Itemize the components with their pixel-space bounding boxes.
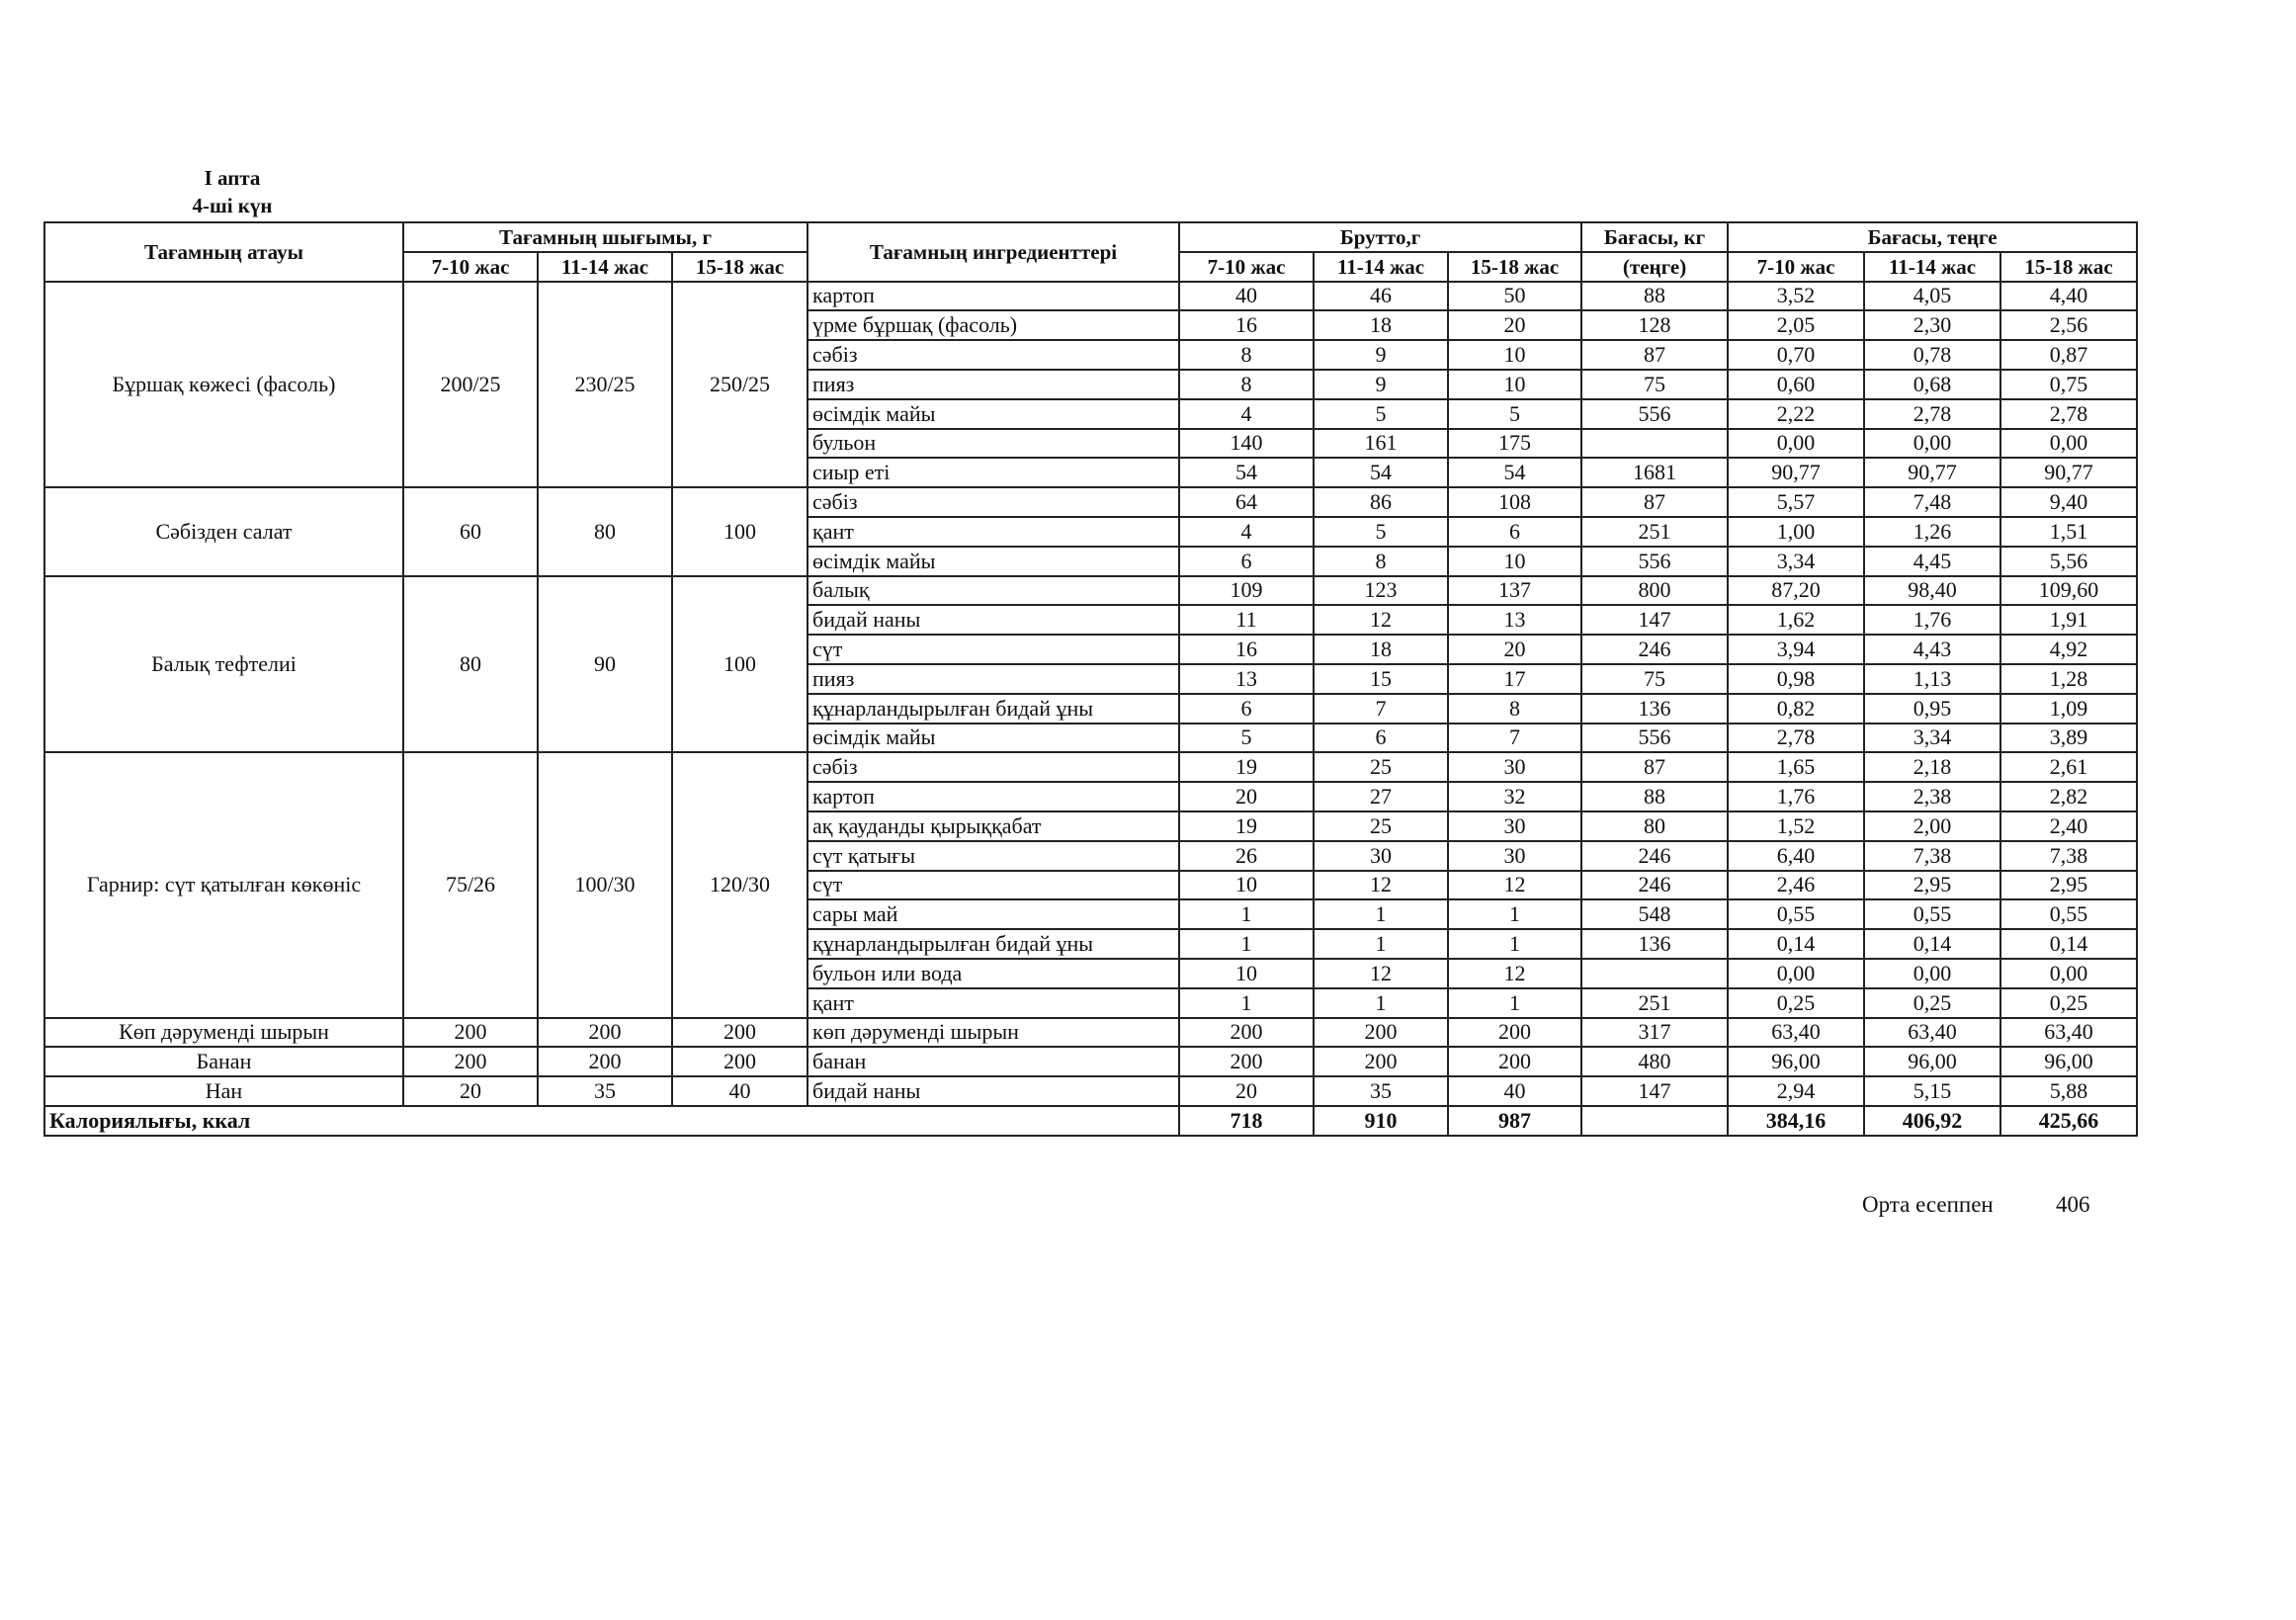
brutto-value: 10 [1448,547,1581,576]
price-value: 7,38 [2000,841,2137,871]
dish-name: Банан [44,1047,403,1076]
price-value: 1,62 [1728,605,1864,635]
price-value: 3,52 [1728,282,1864,311]
ingredient-name: құнарландырылған бидай ұны [808,929,1179,959]
brutto-value: 5 [1179,724,1314,753]
ingredient-name: өсімдік майы [808,399,1179,429]
dish-yield: 200 [672,1047,808,1076]
price-per-kg: 136 [1581,929,1728,959]
brutto-value: 10 [1448,370,1581,399]
dish-yield: 120/30 [672,752,808,1017]
total-brutto: 718 [1179,1106,1314,1136]
dish-name: Балық тефтелиі [44,576,403,753]
ingredient-name: сүт [808,871,1179,900]
price-value: 1,13 [1864,664,2000,694]
total-price: 406,92 [1864,1106,2000,1136]
brutto-value: 200 [1448,1047,1581,1076]
ingredient-name: пияз [808,370,1179,399]
brutto-value: 46 [1314,282,1448,311]
brutto-value: 20 [1179,1076,1314,1106]
brutto-value: 1 [1179,929,1314,959]
price-value: 5,57 [1728,487,1864,517]
brutto-value: 40 [1448,1076,1581,1106]
dish-name: Нан [44,1076,403,1106]
header-row-1 [44,222,2137,252]
ingredient-name: бидай наны [808,605,1179,635]
dish-yield: 100 [672,487,808,575]
price-value: 63,40 [1728,1018,1864,1048]
brutto-value: 12 [1314,605,1448,635]
ingredient-name: сиыр еті [808,458,1179,487]
price-value: 0,00 [1728,959,1864,988]
price-per-kg: 556 [1581,547,1728,576]
dish-yield: 100 [672,576,808,753]
brutto-value: 4 [1179,399,1314,429]
price-per-kg: 147 [1581,605,1728,635]
header-price-kg: Бағасы, кг [1581,222,1728,252]
price-value: 96,00 [1728,1047,1864,1076]
ingredient-name: бульон или вода [808,959,1179,988]
price-value: 90,77 [1864,458,2000,487]
price-value: 0,55 [1864,899,2000,929]
price-per-kg: 136 [1581,694,1728,724]
price-value: 1,28 [2000,664,2137,694]
price-value: 0,00 [2000,429,2137,459]
price-value: 2,46 [1728,871,1864,900]
week-heading: I апта [204,166,261,190]
ingredient-name: сәбіз [808,487,1179,517]
price-per-kg: 556 [1581,399,1728,429]
price-value: 2,22 [1728,399,1864,429]
price-value: 98,40 [1864,576,2000,606]
price-value: 2,78 [2000,399,2137,429]
header-age-group: 15-18 жас [672,252,808,282]
brutto-value: 5 [1448,399,1581,429]
price-value: 0,82 [1728,694,1864,724]
table-row [44,1018,2137,1048]
price-value: 5,88 [2000,1076,2137,1106]
price-value: 7,38 [1864,841,2000,871]
price-value: 63,40 [1864,1018,2000,1048]
ingredient-name: көп дәруменді шырын [808,1018,1179,1048]
total-brutto: 910 [1314,1106,1448,1136]
price-value: 3,89 [2000,724,2137,753]
ingredient-name: сары май [808,899,1179,929]
brutto-value: 1 [1314,929,1448,959]
day-heading: 4-ші күн [192,194,273,217]
price-value: 2,40 [2000,811,2137,841]
price-value: 2,94 [1728,1076,1864,1106]
header-age-group: 15-18 жас [2000,252,2137,282]
price-value: 90,77 [2000,458,2137,487]
brutto-value: 1 [1179,899,1314,929]
brutto-value: 86 [1314,487,1448,517]
brutto-value: 6 [1314,724,1448,753]
brutto-value: 200 [1179,1047,1314,1076]
dish-yield: 200 [403,1047,538,1076]
brutto-value: 16 [1179,310,1314,340]
header-age-group: 11-14 жас [1314,252,1448,282]
brutto-value: 5 [1314,517,1448,547]
price-per-kg: 251 [1581,988,1728,1018]
price-value: 2,78 [1728,724,1864,753]
price-value: 2,95 [2000,871,2137,900]
ingredient-name: үрме бұршақ (фасоль) [808,310,1179,340]
dish-yield: 20 [403,1076,538,1106]
price-value: 3,34 [1728,547,1864,576]
ingredient-name: банан [808,1047,1179,1076]
total-brutto: 987 [1448,1106,1581,1136]
ingredient-name: қант [808,517,1179,547]
brutto-value: 15 [1314,664,1448,694]
total-price-kg-empty [1581,1106,1728,1136]
dish-yield: 80 [538,487,672,575]
price-value: 3,94 [1728,635,1864,664]
price-value: 1,51 [2000,517,2137,547]
brutto-value: 11 [1179,605,1314,635]
price-value: 2,30 [1864,310,2000,340]
price-value: 63,40 [2000,1018,2137,1048]
brutto-value: 108 [1448,487,1581,517]
price-value: 2,38 [1864,782,2000,811]
price-value: 0,78 [1864,340,2000,370]
header-dish-name: Тағамның атауы [44,222,403,282]
brutto-value: 161 [1314,429,1448,459]
brutto-value: 1 [1448,988,1581,1018]
price-value: 1,09 [2000,694,2137,724]
price-value: 0,98 [1728,664,1864,694]
price-value: 2,82 [2000,782,2137,811]
brutto-value: 200 [1448,1018,1581,1048]
price-value: 2,61 [2000,752,2137,782]
ingredient-name: өсімдік майы [808,724,1179,753]
price-per-kg: 251 [1581,517,1728,547]
brutto-value: 30 [1448,841,1581,871]
price-per-kg: 480 [1581,1047,1728,1076]
brutto-value: 200 [1314,1018,1448,1048]
price-per-kg: 556 [1581,724,1728,753]
price-per-kg [1581,959,1728,988]
ingredient-name: ақ қауданды қырыққабат [808,811,1179,841]
price-value: 0,25 [1728,988,1864,1018]
dish-yield: 230/25 [538,282,672,488]
ingredient-name: картоп [808,282,1179,311]
dish-name: Бұршақ көжесі (фасоль) [44,282,403,488]
brutto-value: 140 [1179,429,1314,459]
brutto-value: 1 [1179,988,1314,1018]
brutto-value: 7 [1314,694,1448,724]
price-value: 2,00 [1864,811,2000,841]
brutto-value: 8 [1179,370,1314,399]
table-row [44,282,2137,311]
price-value: 0,75 [2000,370,2137,399]
brutto-value: 175 [1448,429,1581,459]
brutto-value: 12 [1448,871,1581,900]
brutto-value: 19 [1179,811,1314,841]
price-value: 1,76 [1728,782,1864,811]
price-value: 4,05 [1864,282,2000,311]
price-value: 96,00 [2000,1047,2137,1076]
ingredient-name: құнарландырылған бидай ұны [808,694,1179,724]
brutto-value: 5 [1314,399,1448,429]
price-value: 2,05 [1728,310,1864,340]
dish-yield: 100/30 [538,752,672,1017]
price-value: 0,14 [2000,929,2137,959]
brutto-value: 18 [1314,310,1448,340]
brutto-value: 30 [1314,841,1448,871]
price-per-kg: 87 [1581,340,1728,370]
price-per-kg: 75 [1581,664,1728,694]
dish-yield: 200 [403,1018,538,1048]
brutto-value: 13 [1448,605,1581,635]
price-value: 5,15 [1864,1076,2000,1106]
brutto-value: 20 [1448,635,1581,664]
price-per-kg [1581,429,1728,459]
price-per-kg: 147 [1581,1076,1728,1106]
brutto-value: 200 [1179,1018,1314,1048]
price-value: 2,78 [1864,399,2000,429]
total-price: 384,16 [1728,1106,1864,1136]
brutto-value: 10 [1448,340,1581,370]
table-row [44,1047,2137,1076]
price-value: 2,56 [2000,310,2137,340]
brutto-value: 10 [1179,959,1314,988]
brutto-value: 1 [1448,929,1581,959]
brutto-value: 30 [1448,752,1581,782]
header-brutto: Брутто,г [1179,222,1581,252]
brutto-value: 10 [1179,871,1314,900]
ingredient-name: бидай наны [808,1076,1179,1106]
brutto-value: 19 [1179,752,1314,782]
price-value: 2,18 [1864,752,2000,782]
price-per-kg: 800 [1581,576,1728,606]
total-price: 425,66 [2000,1106,2137,1136]
table-row [44,752,2137,782]
price-value: 0,25 [1864,988,2000,1018]
header-age-group: 11-14 жас [1864,252,2000,282]
price-per-kg: 548 [1581,899,1728,929]
brutto-value: 20 [1179,782,1314,811]
header-age-group: 11-14 жас [538,252,672,282]
price-value: 5,56 [2000,547,2137,576]
price-per-kg: 88 [1581,282,1728,311]
brutto-value: 6 [1179,547,1314,576]
brutto-value: 54 [1179,458,1314,487]
header-age-group: 7-10 жас [403,252,538,282]
ingredient-name: сүт [808,635,1179,664]
brutto-value: 54 [1448,458,1581,487]
price-per-kg: 246 [1581,871,1728,900]
header-ingredients: Тағамның ингредиенттері [808,222,1179,282]
price-value: 1,91 [2000,605,2137,635]
ingredient-name: балық [808,576,1179,606]
ingredient-name: қант [808,988,1179,1018]
dish-yield: 40 [672,1076,808,1106]
dish-yield: 250/25 [672,282,808,488]
brutto-value: 25 [1314,752,1448,782]
price-value: 0,00 [2000,959,2137,988]
ingredient-name: пияз [808,664,1179,694]
brutto-value: 1 [1314,988,1448,1018]
table-row [44,487,2137,517]
brutto-value: 6 [1448,517,1581,547]
price-value: 3,34 [1864,724,2000,753]
ingredient-name: сүт қатығы [808,841,1179,871]
price-value: 6,40 [1728,841,1864,871]
price-value: 109,60 [2000,576,2137,606]
brutto-value: 35 [1314,1076,1448,1106]
brutto-value: 9 [1314,340,1448,370]
price-value: 9,40 [2000,487,2137,517]
dish-yield: 200/25 [403,282,538,488]
brutto-value: 17 [1448,664,1581,694]
price-value: 1,00 [1728,517,1864,547]
brutto-value: 8 [1314,547,1448,576]
dish-name: Сәбізден салат [44,487,403,575]
price-value: 4,43 [1864,635,2000,664]
price-per-kg: 128 [1581,310,1728,340]
brutto-value: 40 [1179,282,1314,311]
price-value: 1,26 [1864,517,2000,547]
menu-table [43,221,2138,1137]
price-value: 0,00 [1728,429,1864,459]
price-value: 0,00 [1864,429,2000,459]
brutto-value: 9 [1314,370,1448,399]
price-value: 2,95 [1864,871,2000,900]
price-per-kg: 87 [1581,487,1728,517]
brutto-value: 16 [1179,635,1314,664]
brutto-value: 12 [1314,959,1448,988]
dish-yield: 200 [538,1047,672,1076]
dish-yield: 200 [538,1018,672,1048]
price-per-kg: 88 [1581,782,1728,811]
header-age-group: 7-10 жас [1179,252,1314,282]
header-price-kg-unit: (теңге) [1581,252,1728,282]
total-row [44,1106,2137,1136]
price-per-kg: 80 [1581,811,1728,841]
brutto-value: 32 [1448,782,1581,811]
average-value: 406 [2056,1192,2090,1217]
price-value: 0,25 [2000,988,2137,1018]
ingredient-name: сәбіз [808,752,1179,782]
price-per-kg: 246 [1581,635,1728,664]
dish-name: Гарнир: сүт қатылған көкөніс [44,752,403,1017]
price-value: 0,55 [1728,899,1864,929]
brutto-value: 4 [1179,517,1314,547]
brutto-value: 13 [1179,664,1314,694]
brutto-value: 12 [1314,871,1448,900]
price-value: 4,40 [2000,282,2137,311]
price-value: 0,95 [1864,694,2000,724]
ingredient-name: картоп [808,782,1179,811]
header-age-group: 15-18 жас [1448,252,1581,282]
brutto-value: 8 [1179,340,1314,370]
brutto-value: 27 [1314,782,1448,811]
brutto-value: 6 [1179,694,1314,724]
total-label: Калориялығы, ккал [44,1106,1179,1136]
brutto-value: 18 [1314,635,1448,664]
menu-table-body [44,282,2137,1136]
dish-yield: 75/26 [403,752,538,1017]
brutto-value: 7 [1448,724,1581,753]
price-value: 0,14 [1864,929,2000,959]
price-per-kg: 87 [1581,752,1728,782]
price-value: 90,77 [1728,458,1864,487]
dish-yield: 200 [672,1018,808,1048]
brutto-value: 20 [1448,310,1581,340]
price-value: 0,87 [2000,340,2137,370]
dish-name: Көп дәруменді шырын [44,1018,403,1048]
price-value: 87,20 [1728,576,1864,606]
price-per-kg: 1681 [1581,458,1728,487]
price-value: 1,52 [1728,811,1864,841]
brutto-value: 109 [1179,576,1314,606]
price-value: 1,65 [1728,752,1864,782]
dish-yield: 60 [403,487,538,575]
brutto-value: 200 [1314,1047,1448,1076]
price-value: 4,92 [2000,635,2137,664]
brutto-value: 25 [1314,811,1448,841]
header-price-tenge: Бағасы, теңге [1728,222,2137,252]
price-per-kg: 246 [1581,841,1728,871]
ingredient-name: сәбіз [808,340,1179,370]
dish-yield: 35 [538,1076,672,1106]
brutto-value: 8 [1448,694,1581,724]
price-value: 0,68 [1864,370,2000,399]
table-row [44,1076,2137,1106]
price-per-kg: 317 [1581,1018,1728,1048]
price-value: 0,60 [1728,370,1864,399]
price-value: 0,70 [1728,340,1864,370]
brutto-value: 50 [1448,282,1581,311]
price-value: 0,55 [2000,899,2137,929]
dish-yield: 80 [403,576,538,753]
brutto-value: 1 [1314,899,1448,929]
average-label: Орта есеппен [1862,1192,1994,1217]
brutto-value: 30 [1448,811,1581,841]
brutto-value: 12 [1448,959,1581,988]
price-value: 7,48 [1864,487,2000,517]
brutto-value: 137 [1448,576,1581,606]
price-value: 4,45 [1864,547,2000,576]
price-per-kg: 75 [1581,370,1728,399]
price-value: 0,00 [1864,959,2000,988]
price-value: 0,14 [1728,929,1864,959]
dish-yield: 90 [538,576,672,753]
header-age-group: 7-10 жас [1728,252,1864,282]
brutto-value: 54 [1314,458,1448,487]
price-value: 1,76 [1864,605,2000,635]
ingredient-name: өсімдік майы [808,547,1179,576]
brutto-value: 1 [1448,899,1581,929]
table-row [44,576,2137,606]
header-yield: Тағамның шығымы, г [403,222,808,252]
price-value: 96,00 [1864,1047,2000,1076]
brutto-value: 26 [1179,841,1314,871]
ingredient-name: бульон [808,429,1179,459]
brutto-value: 123 [1314,576,1448,606]
brutto-value: 64 [1179,487,1314,517]
